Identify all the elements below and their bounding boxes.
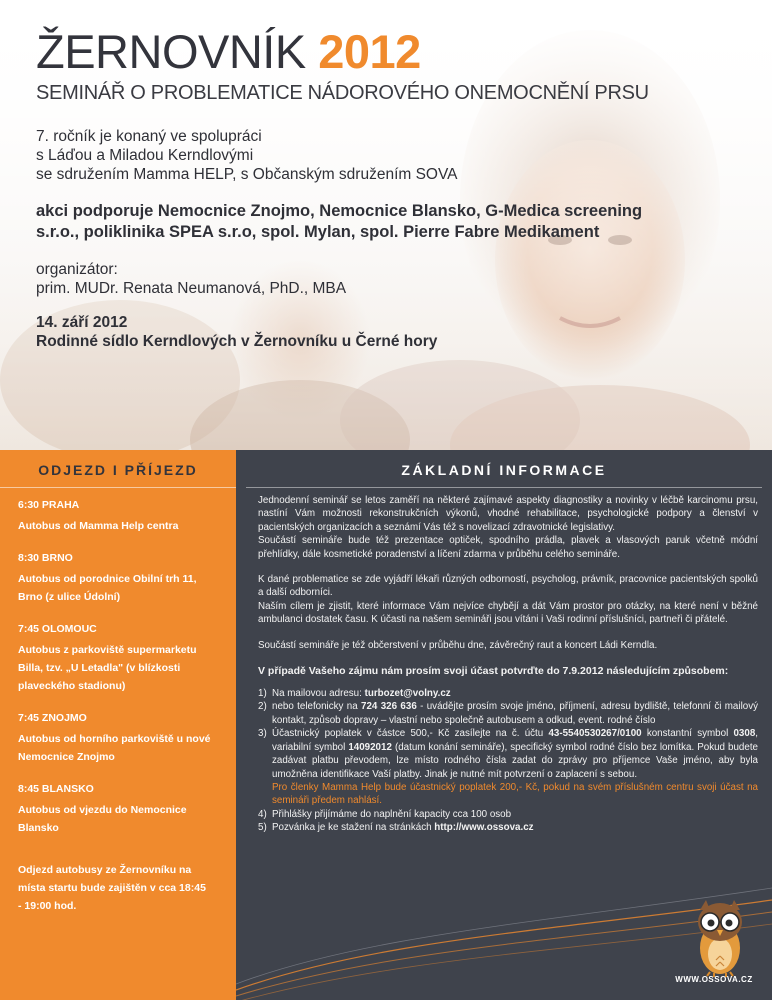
step-item: 2) nebo telefonicky na 724 326 636 - uvádějte prosím svoje jméno, příjmení, adresu bydliště, telefonní či mailový kontakt, způsob dopravy – vlastní nebo společně autobusem a odkud, event. rodné číslo bbox=[258, 701, 758, 726]
route-time: 7:45 OLOMOUC bbox=[18, 623, 97, 635]
title-year: 2012 bbox=[318, 25, 421, 78]
step-item: 5) Pozvánka je ke stažení na stránkách http://www.ossova.cz bbox=[258, 822, 534, 834]
hero-text bbox=[36, 26, 756, 351]
route-item bbox=[18, 620, 236, 695]
organizer-label: organizátor: bbox=[36, 261, 118, 278]
info-paragraph: K dané problematice se zde vyjádří lékaři různých odborností, psycholog, právník, pracovnice pacientských spolků a další odborníci. bbox=[258, 574, 758, 599]
route-time: 7:45 ZNOJMO bbox=[18, 712, 87, 724]
route-item bbox=[18, 549, 236, 606]
info-paragraph: Součástí semináře bude též prezentace optiček, spodního prádla, plavek a vlasových paruk včetně módní přehlídky, dále kosmetické poradenství a líčení zdarma v průběhu celého semináře. bbox=[258, 535, 758, 560]
route-description: Autobus z parkoviště supermarketu Billa, tzv. „U Letadla" (v blízkosti plaveckého stadionu) bbox=[18, 644, 197, 692]
event-venue: Rodinné sídlo Kerndlových v Žernovníku u Černé hory bbox=[36, 333, 438, 350]
intro-line: se sdružením Mamma HELP, s Občanským sdružením SOVA bbox=[36, 166, 458, 183]
route-time: 8:45 BLANSKO bbox=[18, 783, 94, 795]
return-note: Odjezd autobusy ze Žernovníku na místa startu bude zajištěn v cca 18:45 - 19:00 hod. bbox=[18, 864, 206, 912]
step-number: 5) bbox=[258, 822, 267, 834]
event-date-venue bbox=[36, 313, 756, 351]
route-description: Autobus od horního parkoviště u nové Nemocnice Znojmo bbox=[18, 733, 211, 763]
route-list bbox=[0, 488, 236, 837]
event-date: 14. září 2012 bbox=[36, 314, 128, 331]
route-item bbox=[18, 496, 236, 535]
member-fee-note: Pro členky Mamma Help bude účastnický poplatek 200,- Kč, pokud na svém příslušném centru svoji účast na semináři předem nahlásí. bbox=[272, 781, 758, 807]
registration-intro: V případě Vašeho zájmu nám prosím svoji účast potvrďte do 7.9.2012 následujícím způsobem: bbox=[258, 665, 729, 678]
route-time: 6:30 PRAHA bbox=[18, 499, 80, 511]
step-item: 3) Účastnický poplatek v částce 500,- Kč zasílejte na č. účtu 43-5540530267/0100 konstantní symbol 0308, variabilní symbol 14092012 (datum konání semináře), specifický symbol rodné číslo bez lomítka. Pokud budete zadávat platbu převodem, lze místo rodného čísla zadat do zprávy pro příjemce Vaše jméno, aby byla umožněna identifikace Vaší platby. Jinak je nutné mít potvrzení o zaplacení s sebou. Pro členky Mamma Help bude účastnický poplatek 200,- Kč, pokud na svém příslušném centru svoji účast na semináři předem nahlásí. bbox=[258, 728, 758, 807]
step-item: 4) Přihlášky přijímáme do naplnění kapacity cca 100 osob bbox=[258, 808, 512, 820]
info-body bbox=[236, 488, 772, 835]
title-main: ŽERNOVNÍK bbox=[36, 25, 306, 78]
variable-symbol: 14092012 bbox=[348, 741, 392, 753]
organizer-name: prim. MUDr. Renata Neumanová, PhD., MBA bbox=[36, 280, 347, 297]
route-description: Autobus od Mamma Help centra bbox=[18, 520, 179, 532]
info-heading: ZÁKLADNÍ INFORMACE bbox=[246, 450, 762, 488]
website-link[interactable]: http://www.ossova.cz bbox=[434, 822, 534, 834]
organizer-block bbox=[36, 260, 756, 298]
intro-line: s Láďou a Miladou Kerndlovými bbox=[36, 147, 254, 164]
contact-phone: 724 326 636 bbox=[361, 701, 417, 713]
hero-header bbox=[0, 0, 772, 450]
route-description: Autobus od porodnice Obilní trh 11, Brno (z ulice Údolní) bbox=[18, 573, 197, 603]
intro-line: 7. ročník je konaný ve spolupráci bbox=[36, 128, 262, 145]
page-title bbox=[36, 26, 756, 78]
registration-steps bbox=[258, 687, 758, 834]
step-item: 1) Na mailovou adresu: turbozet@volny.cz bbox=[258, 688, 451, 700]
route-description: Autobus od vjezdu do Nemocnice Blansko bbox=[18, 804, 187, 834]
website-logo-label: WWW.OSSOVA.CZ bbox=[675, 975, 753, 984]
route-item bbox=[18, 780, 236, 837]
step-number: 1) bbox=[258, 688, 267, 700]
route-item bbox=[18, 709, 236, 766]
transport-heading: ODJEZD I PŘÍJEZD bbox=[0, 450, 236, 488]
constant-symbol: 0308 bbox=[733, 728, 756, 740]
sponsors-line: akci podporuje Nemocnice Znojmo, Nemocnice Blansko, G-Medica screening bbox=[36, 202, 643, 220]
contact-email[interactable]: turbozet@volny.cz bbox=[364, 688, 451, 700]
info-paragraph: Součástí semináře je též občerstvení v průběhu dne, závěrečný raut a koncert Ládi Kerndla. bbox=[258, 639, 658, 651]
transport-column bbox=[0, 450, 236, 1000]
owl-icon bbox=[690, 898, 750, 978]
sponsors-text bbox=[36, 201, 756, 243]
bank-account: 43-5540530267/0100 bbox=[548, 728, 642, 740]
page-subtitle: SEMINÁŘ O PROBLEMATICE NÁDOROVÉHO ONEMOCNĚNÍ PRSU bbox=[36, 82, 649, 104]
step-number: 2) bbox=[258, 701, 267, 713]
intro-text bbox=[36, 127, 756, 184]
step-number: 3) bbox=[258, 728, 267, 740]
route-time: 8:30 BRNO bbox=[18, 552, 73, 564]
info-paragraph: Naším cílem je zjistit, které informace Vám nejvíce chybějí a dát Vám prostor pro otázky, na které není v běžné ambulanci dostatek času. K účasti na našem semináři jsou vítáni i Vaši rodinní příslušníci, partneři či přátelé. bbox=[258, 600, 758, 626]
sponsors-line: s.r.o., poliklinika SPEA s.r.o, spol. Mylan, spol. Pierre Fabre Medikament bbox=[36, 223, 600, 241]
info-paragraph: Jednodenní seminář se letos zaměří na některé zajímavé aspekty diagnostiky a novinky v léčbě karcinomu prsu, nastíní Vám možnosti rekonstrukčních výkonů, vhodné rehabilitace, psychologické podpory a členství v pacientských organizacích a seznámí Vás též s novelizací zdravotnické legislativy. bbox=[258, 495, 758, 533]
step-number: 4) bbox=[258, 808, 267, 820]
